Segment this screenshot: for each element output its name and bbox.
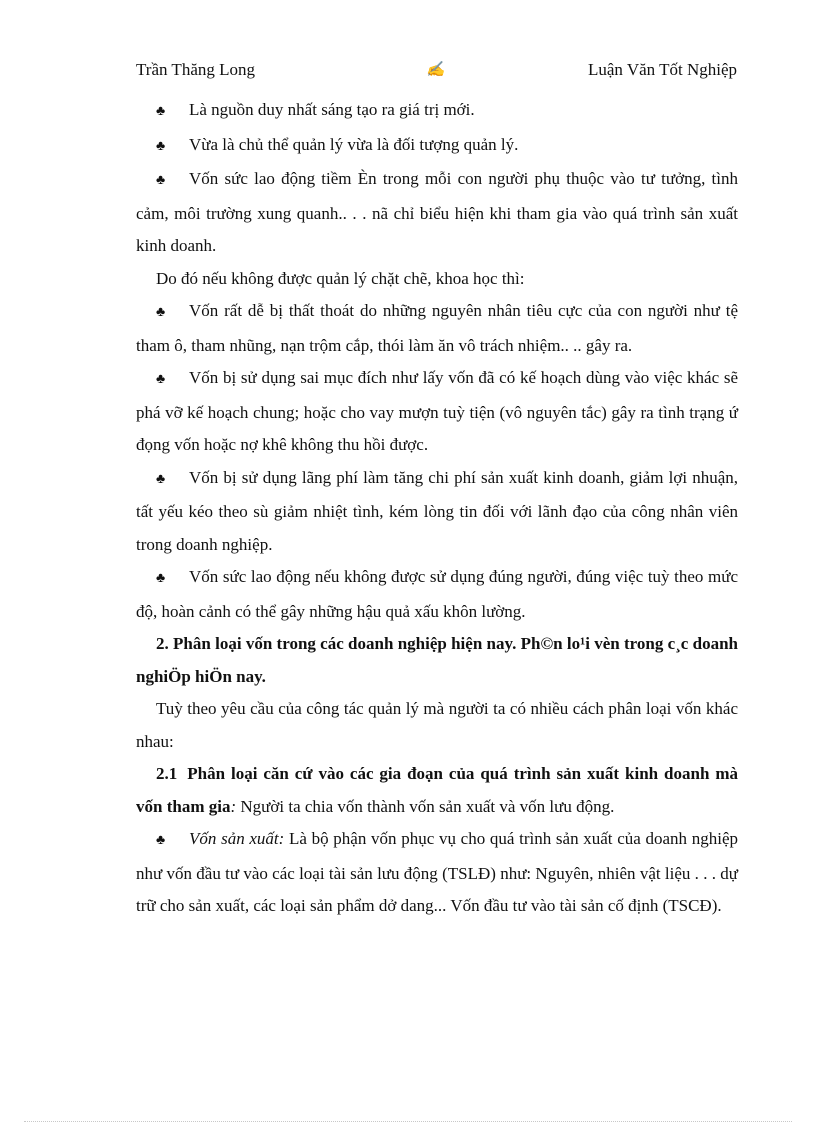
club-bullet-icon: ♣ xyxy=(156,104,166,119)
paragraph-text: Vừa là chủ thể quản lý vừa là đối tượng quản lý. xyxy=(189,134,519,154)
club-bullet-icon: ♣ xyxy=(156,471,166,487)
club-bullet-icon: ♣ xyxy=(156,571,166,586)
header-title: Luận Văn Tốt Nghiệp xyxy=(587,60,737,79)
section-heading: 2. Phân loại vốn trong các doanh nghiệp hiện nay. Ph©n lo¹i vèn trong c¸c doanh nghiÖp hiÖn nay. xyxy=(136,634,738,686)
paragraph-text: Do đó nếu không được quản lý chặt chẽ, khoa học thì: xyxy=(156,268,525,288)
header-author: Trần Thăng Long xyxy=(136,60,255,79)
bullet-paragraph xyxy=(136,561,738,628)
bullet-paragraph xyxy=(136,295,738,362)
page-header xyxy=(136,58,737,82)
bullet-paragraph xyxy=(136,94,738,129)
paragraph-text: Vốn bị sử dụng lãng phí làm tăng chi phí sản xuất kinh doanh, giảm lợi nhuận, tất yếu kéo theo sù giảm nhiệt tình, kém lòng tin đối với lãnh đạo của công nhân viên trong doanh nghiệp. xyxy=(136,467,738,554)
bullet-paragraph xyxy=(136,823,738,923)
paragraph xyxy=(136,693,738,758)
club-bullet-icon: ♣ xyxy=(156,305,166,320)
subsection-title: Phân loại căn cứ vào các gia đoạn của quá trình sản xuất kinh doanh mà vốn tham gia xyxy=(136,764,738,816)
paragraph-text: Vốn sức lao động nếu không được sử dụng đúng người, đúng việc tuỳ theo mức độ, hoàn cảnh có thể gây những hậu quả xấu khôn lường. xyxy=(136,567,738,621)
pen-icon: ✍ xyxy=(426,62,445,78)
club-bullet-icon: ♣ xyxy=(156,138,166,154)
bullet-paragraph xyxy=(136,462,738,562)
page-bottom-divider xyxy=(24,1121,792,1122)
document-body xyxy=(136,94,738,923)
paragraph-text: Vốn rất dễ bị thất thoát do những nguyên nhân tiêu cực của con người như tệ tham ô, tham nhũng, nạn trộm cắp, thói làm ăn vô trách nhiệm.. .. gây ra. xyxy=(136,301,738,355)
subsection-text: Người ta chia vốn thành vốn sản xuất và vốn lưu động. xyxy=(236,796,615,816)
paragraph xyxy=(136,263,738,296)
subsection-number: 2.1 xyxy=(156,764,178,783)
term-label: Vốn sản xuất: xyxy=(189,829,285,848)
club-bullet-icon: ♣ xyxy=(156,372,166,387)
club-bullet-icon: ♣ xyxy=(156,173,166,188)
paragraph-text: Vốn bị sử dụng sai mục đích như lấy vốn đã có kế hoạch dùng vào việc khác sẽ phá vỡ kế hoạch chung; hoặc cho vay mượn tuỳ tiện (vô nguyên tắc) gây ra tình trạng ứ đọng vốn hoặc nợ khê không thu hồi được. xyxy=(136,368,738,454)
subsection-colon: : xyxy=(230,796,237,816)
bullet-paragraph xyxy=(136,163,738,263)
paragraph-text: Tuỳ theo yêu cầu của công tác quản lý mà người ta có nhiều cách phân loại vốn khác nhau: xyxy=(136,699,738,751)
club-bullet-icon: ♣ xyxy=(156,833,166,848)
bullet-paragraph xyxy=(136,129,738,164)
bullet-paragraph xyxy=(136,362,738,462)
paragraph-text: Là nguồn duy nhất sáng tạo ra giá trị mới. xyxy=(189,100,475,119)
paragraph-text: Là bộ phận vốn phục vụ cho quá trình sản xuất của doanh nghiệp như vốn đầu tư vào các loại tài sản lưu động (TSLĐ) như: Nguyên, nhiên vật liệu . . . dự trữ cho sản xuất, các loại sản phẩm dở dang... Vốn đầu tư vào tài sản cố định (TSCĐ). xyxy=(136,829,738,915)
paragraph-text: Vốn sức lao động tiềm Èn trong mỗi con người phụ thuộc vào tư tưởng, tình cảm, môi trường xung quanh.. . . nã chỉ biểu hiện khi tham gia vào quá trình sản xuất kinh doanh. xyxy=(136,169,738,255)
subsection-heading xyxy=(136,758,738,823)
